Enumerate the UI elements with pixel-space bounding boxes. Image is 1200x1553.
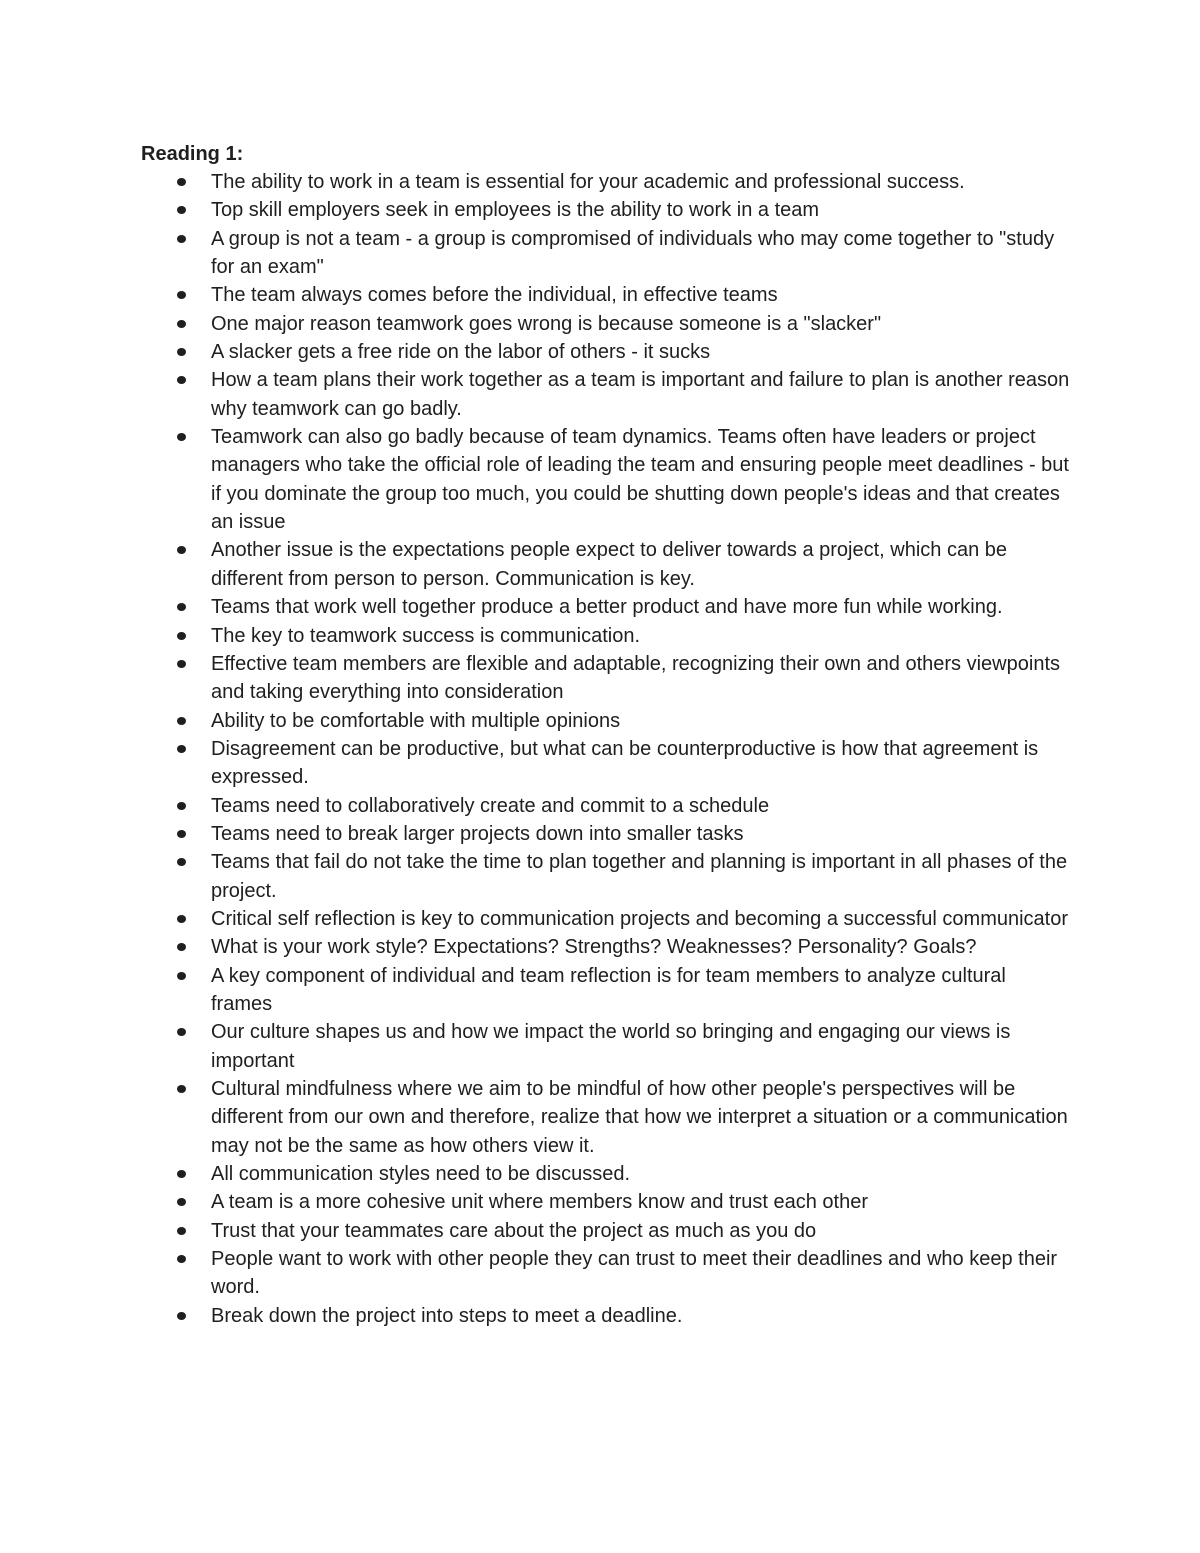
bullet-icon <box>177 660 186 668</box>
list-item-text: A group is not a team - a group is compromised of individuals who may come together to "study for an exam" <box>211 227 1055 279</box>
bullet-icon <box>177 291 186 299</box>
list-item <box>211 1217 1071 1245</box>
list-item-text: Teams that fail do not take the time to plan together and planning is important in all phases of the project. <box>211 851 1068 902</box>
list-item <box>211 735 1071 792</box>
section-heading: Reading 1: <box>141 143 244 165</box>
bullet-icon <box>177 433 186 441</box>
bullet-icon <box>177 348 186 356</box>
bullet-icon <box>177 1085 186 1093</box>
list-item-text: Disagreement can be productive, but what can be counterproductive is how that agreement is expressed. <box>211 737 1039 789</box>
list-item <box>211 650 1071 707</box>
bullet-icon <box>177 943 186 951</box>
list-item-text: How a team plans their work together as a team is important and failure to plan is another reason why teamwork can go badly. <box>211 369 1070 420</box>
bullet-icon <box>177 802 186 810</box>
list-item-text: Critical self reflection is key to communication projects and becoming a successful communicator <box>211 907 1069 930</box>
list-item <box>211 225 1071 282</box>
list-item-text: Teams that work well together produce a better product and have more fun while working. <box>211 596 1003 619</box>
list-item-text: Break down the project into steps to meet a deadline. <box>211 1304 683 1327</box>
bullet-icon <box>177 546 186 554</box>
list-item <box>211 1245 1071 1302</box>
list-item <box>211 1188 1071 1216</box>
bullet-icon <box>177 376 186 384</box>
notes-list <box>211 168 1071 1330</box>
list-item-text: Top skill employers seek in employees is the ability to work in a team <box>211 199 820 222</box>
list-item-text: A key component of individual and team reflection is for team members to analyze cultural frames <box>211 964 1006 1015</box>
bullet-icon <box>177 603 186 611</box>
list-item-text: Ability to be comfortable with multiple opinions <box>211 709 621 732</box>
list-item-text: Teams need to break larger projects down into smaller tasks <box>211 822 744 845</box>
bullet-icon <box>177 235 186 243</box>
list-item-text: All communication styles need to be discussed. <box>211 1163 631 1186</box>
list-item-text: A team is a more cohesive unit where members know and trust each other <box>211 1191 868 1214</box>
list-item-text: The key to teamwork success is communication. <box>211 624 641 647</box>
bullet-icon <box>177 830 186 838</box>
list-item-text: What is your work style? Expectations? Strengths? Weaknesses? Personality? Goals? <box>211 936 977 959</box>
bullet-icon <box>177 1170 186 1178</box>
list-item-text: Our culture shapes us and how we impact the world so bringing and engaging our views is important <box>211 1021 1011 1072</box>
list-item <box>211 905 1071 933</box>
list-item-text: A slacker gets a free ride on the labor of others - it sucks <box>211 341 711 364</box>
list-item-text: Teamwork can also go badly because of team dynamics. Teams often have leaders or project managers who take the official role of leading the team and ensuring people meet deadlines - but if you dominate the group too much, you could be shutting down people's ideas and that creates an issue <box>211 426 1069 534</box>
list-item <box>211 593 1071 621</box>
bullet-icon <box>177 320 186 328</box>
list-item-text: Effective team members are flexible and adaptable, recognizing their own and others viewpoints and taking everything into consideration <box>211 652 1060 704</box>
bullet-icon <box>177 1028 186 1036</box>
bullet-icon <box>177 972 186 980</box>
list-item-text: Cultural mindfulness where we aim to be mindful of how other people's perspectives will be different from our own and therefore, realize that how we interpret a situation or a communication may not be the same as how others view it. <box>211 1078 1068 1157</box>
list-item <box>211 168 1071 196</box>
list-item-text: People want to work with other people they can trust to meet their deadlines and who keep their word. <box>211 1248 1058 1299</box>
list-item <box>211 792 1071 820</box>
bullet-icon <box>177 858 186 866</box>
list-item <box>211 281 1071 309</box>
list-item <box>211 338 1071 366</box>
bullet-icon <box>177 915 186 923</box>
list-item-text: Teams need to collaboratively create and commit to a schedule <box>211 794 770 817</box>
bullet-icon <box>177 178 186 186</box>
list-item <box>211 962 1071 1019</box>
list-item-text: The ability to work in a team is essential for your academic and professional success. <box>211 171 965 193</box>
bullet-icon <box>177 632 186 640</box>
bullet-icon <box>177 1227 186 1235</box>
list-item <box>211 933 1071 961</box>
bullet-icon <box>177 717 186 725</box>
list-item <box>211 1018 1071 1075</box>
list-item <box>211 820 1071 848</box>
list-item <box>211 536 1071 593</box>
list-item <box>211 1160 1071 1188</box>
list-item-text: Another issue is the expectations people expect to deliver towards a project, which can be different from person to person. Communication is key. <box>211 539 1008 590</box>
bullet-icon <box>177 206 186 214</box>
list-item <box>211 622 1071 650</box>
bullet-icon <box>177 1312 186 1320</box>
list-item <box>211 366 1071 423</box>
list-item <box>211 196 1071 224</box>
list-item <box>211 1075 1071 1160</box>
list-item-text: One major reason teamwork goes wrong is because someone is a "slacker" <box>211 312 882 335</box>
list-item <box>211 707 1071 735</box>
list-item <box>211 310 1071 338</box>
list-item <box>211 423 1071 536</box>
list-item-text: The team always comes before the individual, in effective teams <box>211 284 778 307</box>
list-item <box>211 848 1071 905</box>
bullet-icon <box>177 1255 186 1263</box>
list-item-text: Trust that your teammates care about the project as much as you do <box>211 1219 817 1242</box>
bullet-icon <box>177 745 186 753</box>
bullet-icon <box>177 1198 186 1206</box>
list-item <box>211 1302 1071 1330</box>
